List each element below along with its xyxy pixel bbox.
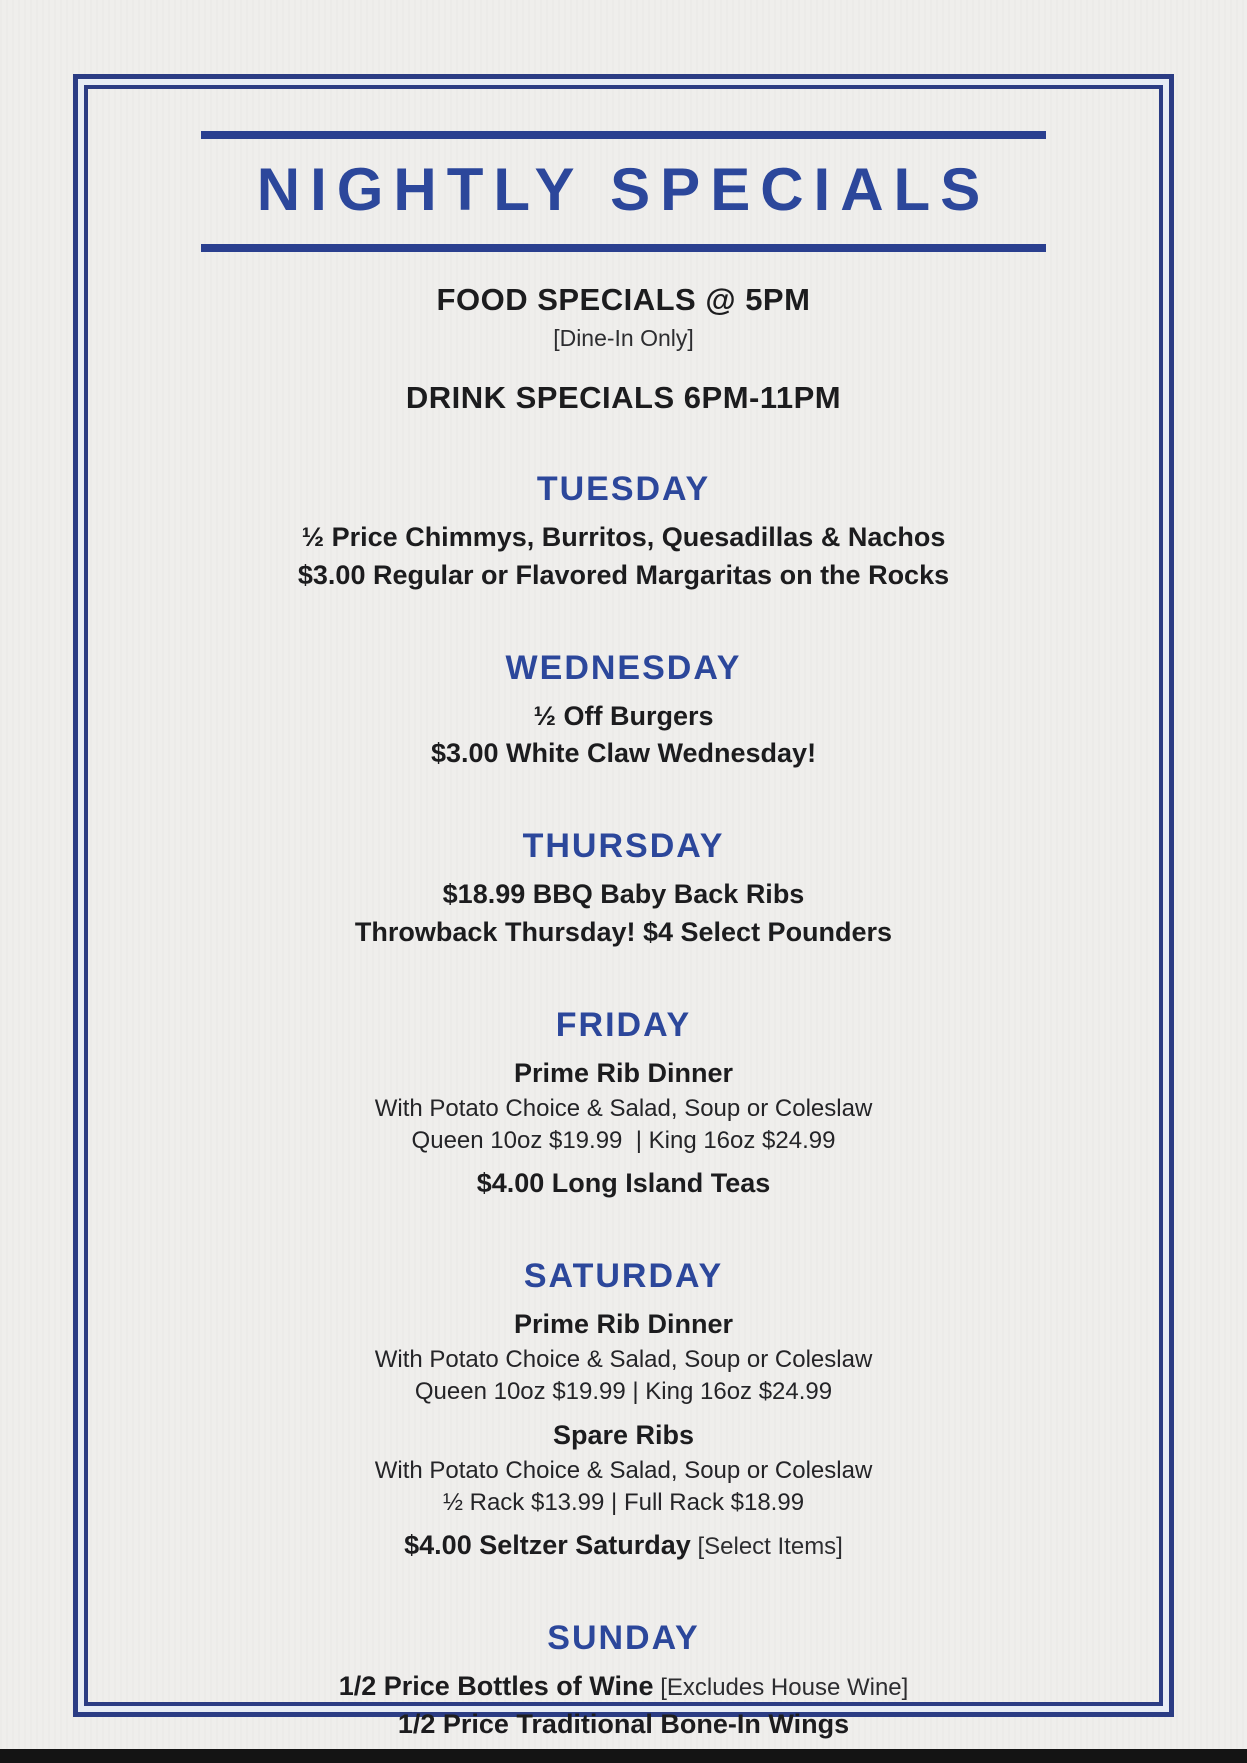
day-heading: SATURDAY [523, 1257, 724, 1296]
special-line-text: 1/2 Price Traditional Bone-In Wings [397, 1708, 850, 1739]
food-specials-header: FOOD SPECIALS @ 5PM [436, 282, 811, 317]
special-line-note: [Select Items] [690, 1533, 843, 1561]
bottom-letterbox-bar [0, 1749, 1247, 1763]
special-line-text: Prime Rib Dinner [513, 1309, 734, 1340]
special-line [88, 1093, 1159, 1125]
special-line-text: $18.99 BBQ Baby Back Ribs [442, 879, 805, 910]
special-line [88, 698, 1159, 736]
special-line-text: Prime Rib Dinner [513, 1057, 734, 1088]
special-line-text: $4.00 Seltzer Saturday [404, 1530, 691, 1561]
day-section-friday [88, 1006, 1159, 1203]
special-line-text: Queen 10oz $19.99 | King 16oz $24.99 [411, 1126, 836, 1154]
day-section-thursday [88, 827, 1159, 952]
special-line [88, 876, 1159, 914]
special-line [88, 735, 1159, 773]
day-heading: TUESDAY [536, 470, 711, 508]
menu-header [201, 131, 1046, 252]
special-line-text: Queen 10oz $19.99 | King 16oz $24.99 [414, 1378, 833, 1406]
special-line-text: ½ Price Chimmys, Burritos, Quesadillas & Nachos [301, 522, 946, 552]
special-line-text: 1/2 Price Bottles of Wine [338, 1671, 654, 1702]
day-section-tuesday [88, 470, 1159, 595]
day-heading: SUNDAY [547, 1619, 700, 1658]
dine-in-note: [Dine-In Only] [553, 325, 694, 351]
special-line-text: Spare Ribs [552, 1419, 695, 1450]
special-line [88, 1706, 1159, 1744]
special-line [88, 519, 1159, 557]
title-rule-bottom [201, 244, 1046, 252]
special-line-text: With Potato Choice & Salad, Soup or Coleslaw [374, 1345, 873, 1373]
day-heading: FRIDAY [555, 1005, 692, 1044]
special-line-note: [Excludes House Wine] [653, 1674, 909, 1702]
special-line-text: $3.00 White Claw Wednesday! [430, 738, 817, 769]
special-line-text: Throwback Thursday! $4 Select Pounders [354, 916, 893, 947]
special-line [88, 1055, 1159, 1093]
special-line-text: ½ Off Burgers [533, 700, 714, 731]
special-line [88, 1125, 1159, 1157]
special-line [88, 1527, 1159, 1565]
special-line-text: $4.00 Long Island Teas [476, 1168, 771, 1199]
day-heading: THURSDAY [522, 827, 725, 866]
drink-specials-header: DRINK SPECIALS 6PM-11PM [405, 380, 842, 415]
special-line [88, 1417, 1159, 1455]
special-line [88, 1306, 1159, 1344]
special-line [88, 1165, 1159, 1203]
special-line [88, 1376, 1159, 1408]
day-section-sunday [88, 1619, 1159, 1744]
special-line [88, 1344, 1159, 1376]
title-rule-top [201, 131, 1046, 139]
special-line-text: With Potato Choice & Salad, Soup or Coleslaw [374, 1094, 873, 1122]
special-line [88, 1487, 1159, 1519]
day-section-saturday [88, 1257, 1159, 1565]
specials-list [88, 416, 1159, 1744]
specials-intro [406, 282, 841, 416]
day-section-wednesday [88, 649, 1159, 774]
special-line [88, 1668, 1159, 1706]
menu-title: NIGHTLY SPECIALS [256, 156, 991, 223]
special-line [88, 914, 1159, 952]
special-line-text: $3.00 Regular or Flavored Margaritas on the Rocks [297, 559, 950, 590]
special-line [88, 557, 1159, 595]
day-heading: WEDNESDAY [505, 648, 742, 687]
menu-border-frame [84, 85, 1163, 1739]
special-line-text: With Potato Choice & Salad, Soup or Coleslaw [374, 1456, 873, 1484]
special-line-text: ½ Rack $13.99 | Full Rack $18.99 [442, 1488, 805, 1516]
special-line [88, 1455, 1159, 1487]
